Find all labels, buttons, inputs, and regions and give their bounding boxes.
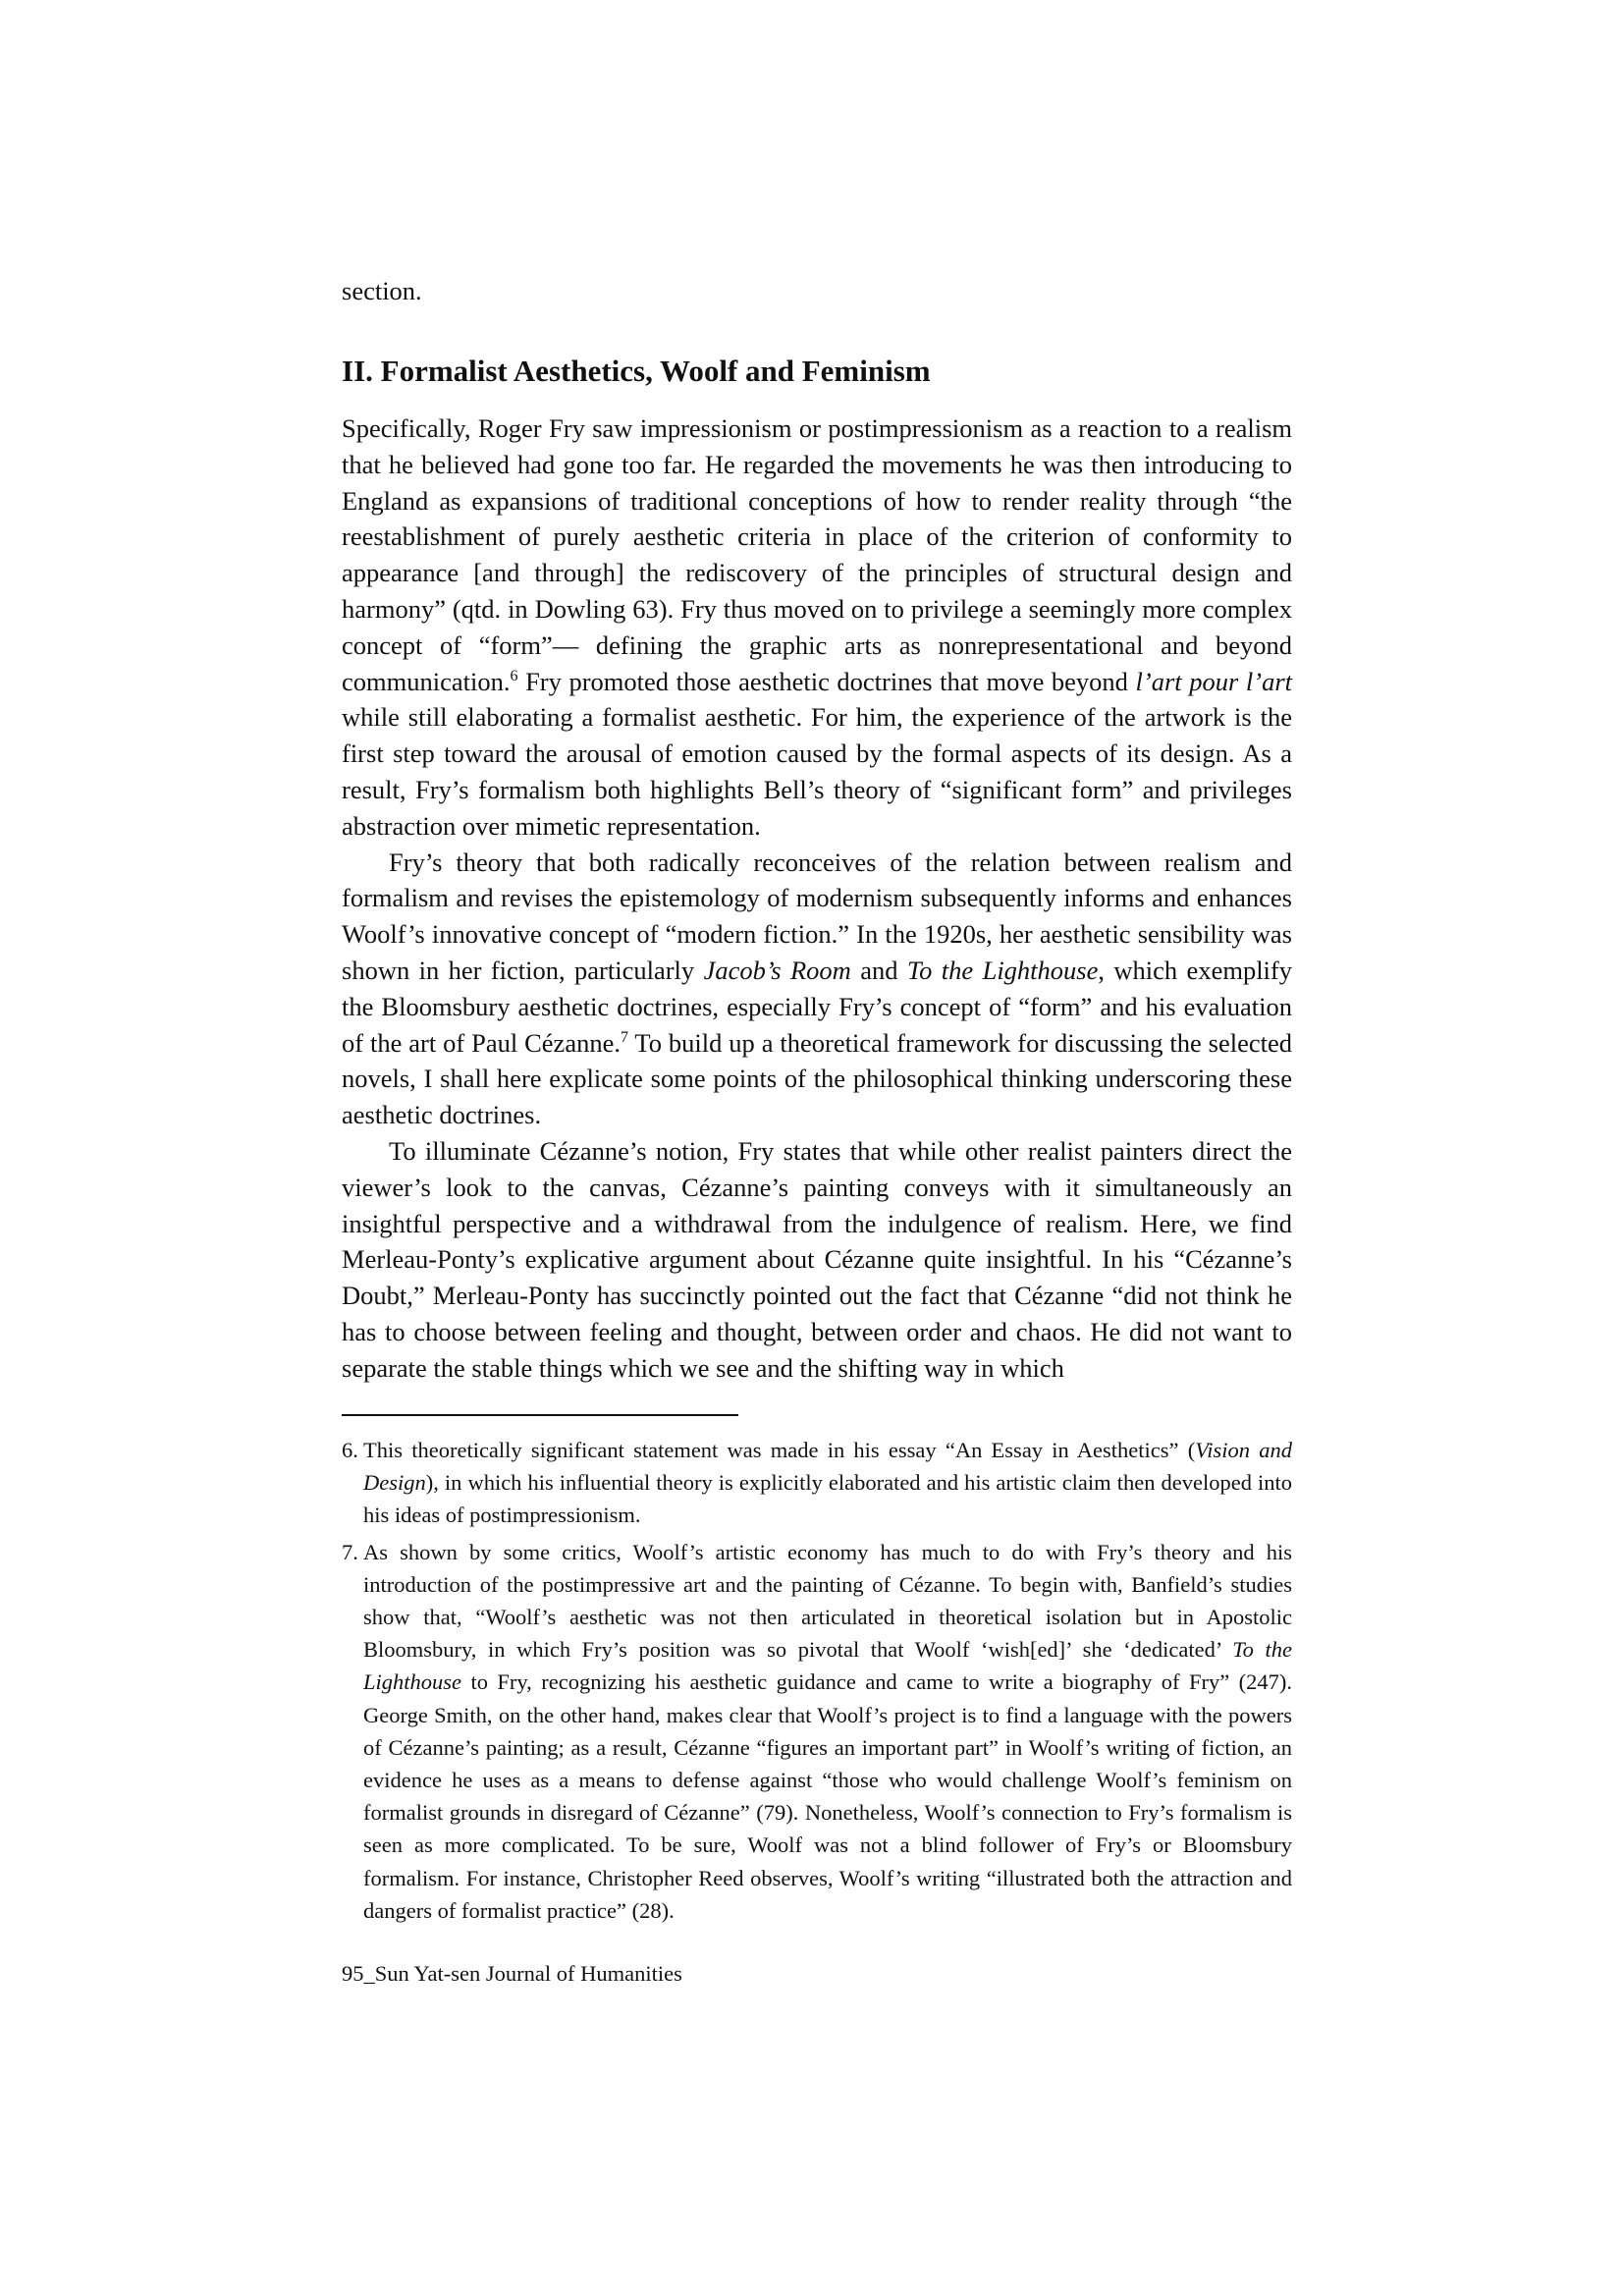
footnote-7-text <box>363 1536 1292 1927</box>
footnote-6-text <box>363 1434 1292 1532</box>
section-heading: II. Formalist Aesthetics, Woolf and Feminism <box>342 354 931 388</box>
footnote-7-number: 7. <box>342 1539 358 1564</box>
paragraph-2-part-b: and <box>850 955 907 985</box>
paragraph-2-part-d: To build up a theoretical framework for discussing the selected novels, I shall here explicate some points of the philosophical thinking underscoring these aesthetic doctrines. <box>342 1027 1293 1130</box>
body-text <box>342 410 1292 1387</box>
paragraph-2-part-c: , which exemplify the Bloomsbury aesthetic doctrines, especially Fry’s concept of “form” and his evaluation of the art of Paul Cézanne. <box>342 955 1292 1058</box>
paragraph-2-italic-2: To the Lighthouse <box>906 955 1099 985</box>
paragraph-1-part-b: Fry promoted those aesthetic doctrines that move beyond <box>517 666 1136 696</box>
footnote-6-italic: Vision and Design <box>363 1438 1292 1496</box>
previous-section-ending: section. <box>342 276 422 305</box>
paragraph-2 <box>342 845 1292 1133</box>
document-page <box>342 0 1292 2296</box>
paragraph-1-italic: l’art pour l’art <box>1135 666 1292 696</box>
paragraph-1 <box>342 410 1292 845</box>
footnote-7-part-b: to Fry, recognizing his aesthetic guidance and came to write a biography of Fry” (247). George Smith, on the other hand, makes clear that Woolf’s project is to find a language with the powers of Cézanne’s painting; as a result, Cézanne “figures an important part” in Woolf’s writing of fiction, an evidence he uses as a means to defense against “those who would challenge Woolf’s feminism on formalist grounds in disregard of Cézanne” (79). Nonetheless, Woolf’s connection to Fry’s formalism is seen as more complicated. To be sure, Woolf was not a blind follower of Fry’s or Bloomsbury formalism. For instance, Christopher Reed observes, Woolf’s writing “illustrated both the attraction and dangers of formalist practice” (28). <box>363 1669 1292 1923</box>
footnote-6-part-a: This theoretically significant statement was made in his essay “An Essay in Aesthetics” ( <box>363 1438 1196 1462</box>
page-footer: 95_Sun Yat-sen Journal of Humanities <box>342 1961 682 1986</box>
footnote-ref-6: 6 <box>510 667 518 684</box>
footnotes <box>342 1434 1292 1931</box>
footnote-7-part-a: As shown by some critics, Woolf’s artistic economy has much to do with Fry’s theory and his introduction of the postimpressive art and the painting of Cézanne. To begin with, Banfield’s studies show that, “Woolf’s aesthetic was not then articulated in theoretical isolation but in Apostolic Bloomsbury, in which Fry’s position was so pivotal that Woolf ‘wish[ed]’ she ‘dedicated’ <box>363 1539 1292 1663</box>
paragraph-2-part-a: Fry’s theory that both radically reconceives of the relation between realism and formalism and revises the epistemology of modernism subsequently informs and enhances Woolf’s innovative concept of “modern fiction.” In the 1920s, her aesthetic sensibility was shown in her fiction, particularly <box>342 847 1292 985</box>
paragraph-3: To illuminate Cézanne’s notion, Fry states that while other realist painters direct the viewer’s look to the canvas, Cézanne’s painting conveys with it simultaneously an insightful perspective and a withdrawal from the indulgence of realism. Here, we find Merleau-Ponty’s explicative argument about Cézanne quite insightful. In his “Cézanne’s Doubt,” Merleau-Ponty has succinctly pointed out the fact that Cézanne “did not think he has to choose between feeling and thought, between order and chaos. He did not want to separate the stable things which we see and the shifting way in which <box>342 1135 1292 1383</box>
paragraph-2-italic-1: Jacob’s Room <box>703 955 851 985</box>
footnote-7-italic: To the Lighthouse <box>363 1637 1292 1695</box>
footnote-divider <box>342 1414 738 1416</box>
footnote-7 <box>342 1536 1292 1927</box>
footnote-6 <box>342 1434 1292 1532</box>
paragraph-1-part-a: Specifically, Roger Fry saw impressionism or postimpressionism as a reaction to a realism that he believed had gone too far. He regarded the movements he was then introducing to England as expansions of traditional conceptions of how to render reality through “the reestablishment of purely aesthetic criteria in place of the criterion of conformity to appearance [and through] the rediscovery of the principles of structural design and harmony” (qtd. in Dowling 63). Fry thus moved on to privilege a seemingly more complex concept of “form”— defining the graphic arts as nonrepresentational and beyond communication. <box>342 413 1292 696</box>
footnote-ref-7: 7 <box>620 1028 628 1046</box>
footnote-6-number: 6. <box>342 1438 358 1462</box>
paragraph-1-part-c: while still elaborating a formalist aesthetic. For him, the experience of the artwork is the first step toward the arousal of emotion caused by the formal aspects of its design. As a result, Fry’s formalism both highlights Bell’s theory of “significant form” and privileges abstraction over mimetic representation. <box>342 702 1292 841</box>
footnote-6-part-b: ), in which his influential theory is explicitly elaborated and his artistic claim then developed into his ideas of postimpressionism. <box>363 1470 1292 1528</box>
